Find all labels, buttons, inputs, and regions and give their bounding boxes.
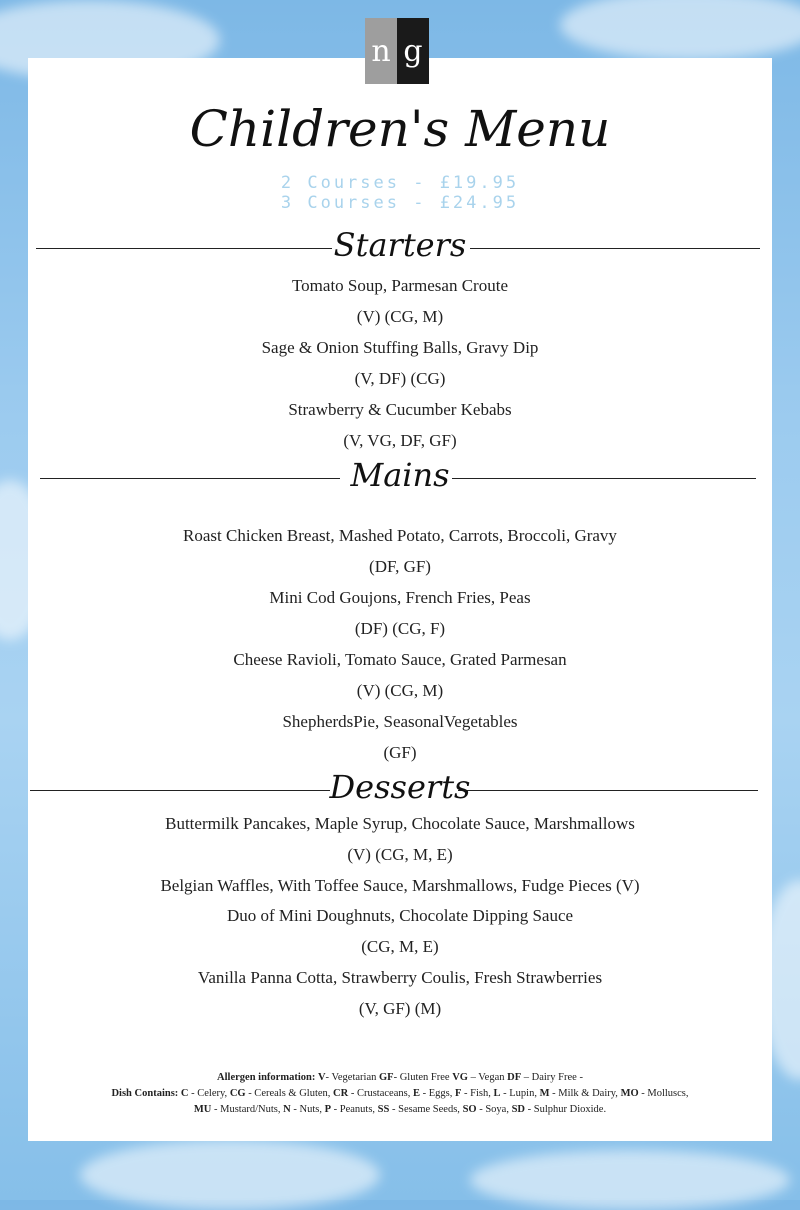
menu-item: Tomato Soup, Parmesan Croute <box>291 276 508 295</box>
menu-item: Sage & Onion Stuffing Balls, Gravy Dip <box>261 338 539 357</box>
allergen-key: SS <box>377 1104 390 1115</box>
desserts-section-header <box>0 768 800 808</box>
menu-item: Strawberry & Cucumber Kebabs <box>288 400 512 419</box>
ng-logo <box>365 18 429 84</box>
contains-line-1 <box>40 1086 760 1102</box>
price-two-courses: 2 Courses - £19.95 <box>280 173 520 193</box>
allergen-desc: - Vegetarian <box>325 1072 377 1083</box>
menu-item: Buttermilk Pancakes, Maple Syrup, Chocolate Sauce, Marshmallows <box>165 814 635 833</box>
menu-item-tags: (V) (CG, M) <box>356 681 444 700</box>
menu-item: Duo of Mini Doughnuts, Chocolate Dipping Sauce <box>226 906 574 925</box>
allergen-desc: – Vegan <box>470 1072 505 1083</box>
allergen-key: C <box>180 1088 189 1099</box>
starters-section-header <box>0 226 800 266</box>
allergen-label: Allergen information: <box>217 1072 316 1083</box>
menu-item: Mini Cod Goujons, French Fries, Peas <box>269 588 531 607</box>
allergen-key: V <box>317 1072 326 1083</box>
allergen-desc: - Celery, <box>188 1088 230 1099</box>
allergen-key: L <box>493 1088 501 1099</box>
cloud-decoration <box>560 0 800 60</box>
allergen-key: SD <box>511 1104 526 1115</box>
allergen-desc: - Fish, <box>461 1088 494 1099</box>
price-three-courses: 3 Courses - £24.95 <box>280 193 520 213</box>
allergen-key: E <box>412 1088 420 1099</box>
menu-item: ShepherdsPie, SeasonalVegetables <box>282 712 518 731</box>
menu-item-tags: (DF, GF) <box>369 557 431 576</box>
mains-section-header <box>0 456 800 496</box>
allergen-key: P <box>324 1104 331 1115</box>
allergen-info <box>40 1070 760 1118</box>
allergen-desc: - Peanuts, <box>331 1104 378 1115</box>
allergen-key: GF <box>379 1072 394 1083</box>
allergen-desc: - Milk & Dairy, <box>549 1088 621 1099</box>
allergen-desc: - Eggs, <box>419 1088 455 1099</box>
allergen-key: DF <box>507 1072 522 1083</box>
desserts-heading: Desserts <box>329 768 471 806</box>
menu-item-tags: (DF) (CG, F) <box>354 619 446 638</box>
menu-title: Children's Menu <box>189 100 611 158</box>
allergen-key: MO <box>620 1088 639 1099</box>
allergen-desc: – Dairy Free - <box>523 1072 583 1083</box>
menu-item: Vanilla Panna Cotta, Strawberry Coulis, Fresh Strawberries <box>197 968 603 987</box>
logo-letter-n: n <box>365 18 397 84</box>
menu-item-tags: (V) (CG, M) <box>356 307 444 326</box>
allergen-desc: - Sulphur Dioxide. <box>525 1104 607 1115</box>
menu-item-tags: (V, DF) (CG) <box>354 369 446 388</box>
allergen-key: VG <box>452 1072 468 1083</box>
allergen-line <box>40 1070 760 1086</box>
allergen-desc: - Crustaceans, <box>348 1088 413 1099</box>
contains-line-2 <box>40 1102 760 1118</box>
allergen-desc: - Gluten Free <box>393 1072 450 1083</box>
cloud-decoration <box>470 1150 790 1210</box>
allergen-desc: - Lupin, <box>500 1088 540 1099</box>
starters-heading: Starters <box>333 226 467 264</box>
allergen-desc: - Cereals & Gluten, <box>245 1088 334 1099</box>
menu-item-tags: (GF) <box>383 743 417 762</box>
menu-item: Roast Chicken Breast, Mashed Potato, Carrots, Broccoli, Gravy <box>183 526 617 545</box>
allergen-desc: - Sesame Seeds, <box>389 1104 463 1115</box>
menu-item-tags: (V, GF) (M) <box>358 999 442 1018</box>
allergen-key: F <box>454 1088 462 1099</box>
logo-letter-g: g <box>397 18 429 84</box>
allergen-key: MU <box>193 1104 212 1115</box>
menu-item-tags: (CG, M, E) <box>361 937 439 956</box>
allergen-desc: - Nuts, <box>290 1104 325 1115</box>
menu-item: Cheese Ravioli, Tomato Sauce, Grated Parmesan <box>233 650 567 669</box>
menu-item-tags: (V, VG, DF, GF) <box>343 431 457 450</box>
allergen-key: N <box>283 1104 291 1115</box>
menu-item-tags: (V) (CG, M, E) <box>347 845 453 864</box>
mains-heading: Mains <box>350 456 450 494</box>
allergen-key: M <box>539 1088 550 1099</box>
allergen-key: SO <box>462 1104 477 1115</box>
allergen-desc: - Mustard/Nuts, <box>211 1104 284 1115</box>
allergen-desc: - Molluscs, <box>638 1088 689 1099</box>
allergen-key: CG <box>229 1088 246 1099</box>
contains-label: Dish Contains: <box>111 1088 179 1099</box>
allergen-desc: - Soya, <box>476 1104 512 1115</box>
menu-item: Belgian Waffles, With Toffee Sauce, Marshmallows, Fudge Pieces (V) <box>160 876 640 895</box>
allergen-key: CR <box>333 1088 349 1099</box>
